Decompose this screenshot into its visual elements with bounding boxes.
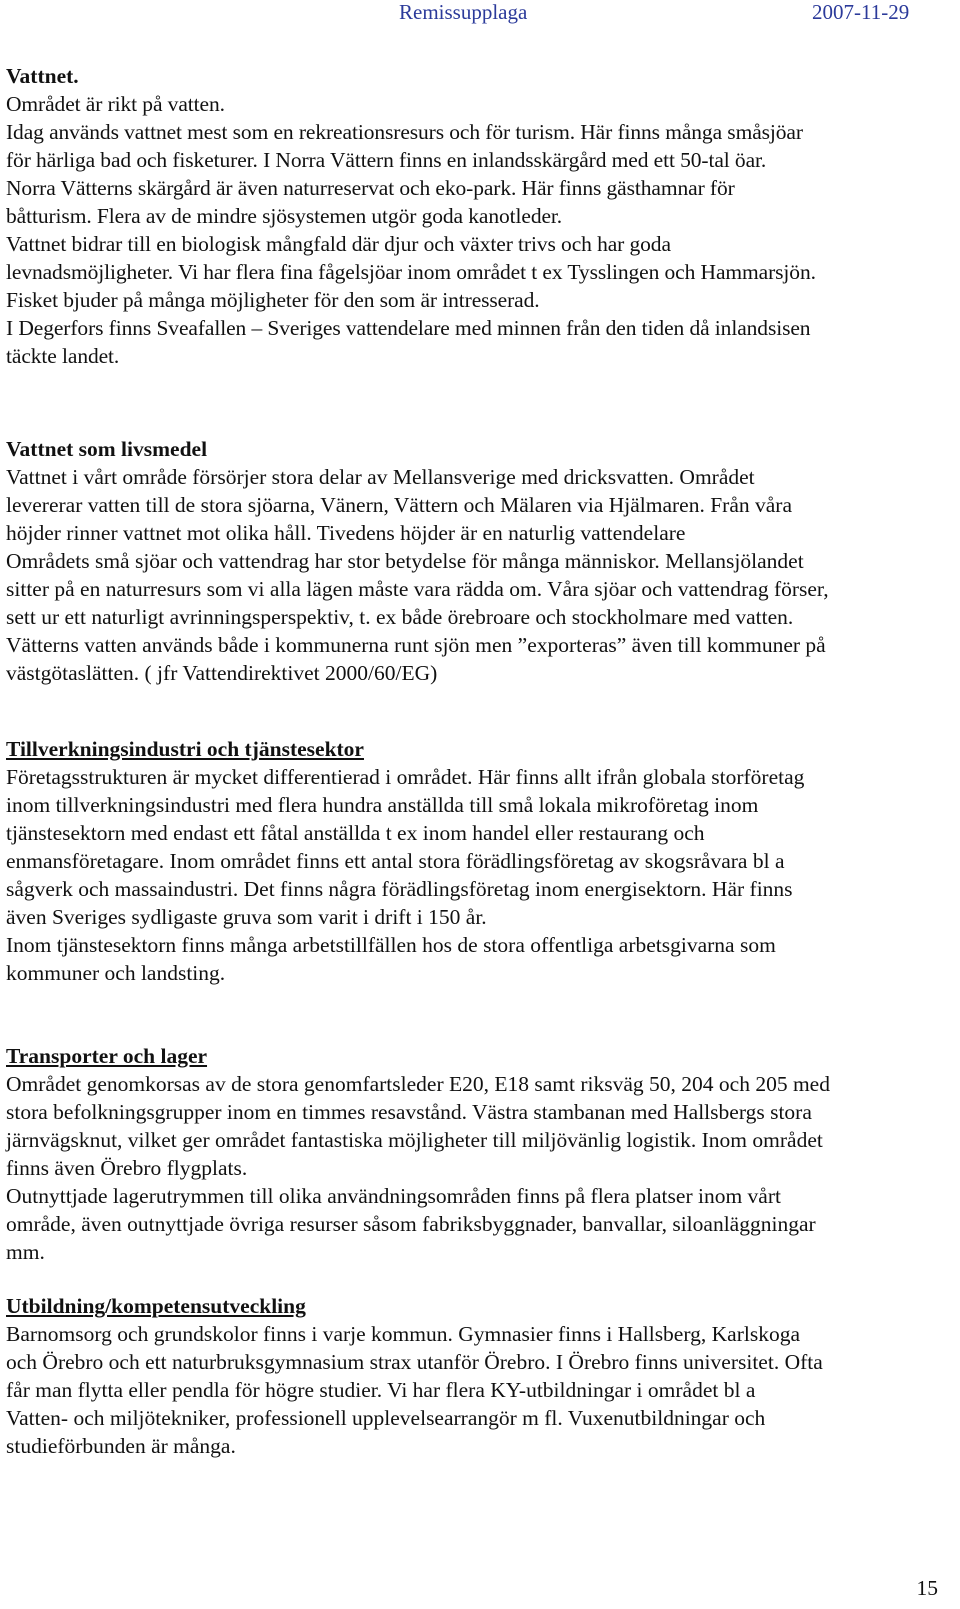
text-line: Vatten- och miljötekniker, professionell upplevelsearrangör m fl. Vuxenutbildningar och — [6, 1406, 766, 1430]
text-line: sett ur ett naturligt avrinningsperspektiv, t. ex både örebroare och stockholmare med vatten. — [6, 605, 794, 629]
section-body — [6, 463, 954, 687]
section-title: Utbildning/kompetensutveckling — [6, 1294, 306, 1318]
text-line: enmansföretagare. Inom området finns ett antal stora förädlingsföretag av skogsråvara bl a — [6, 849, 785, 873]
text-line: levererar vatten till de stora sjöarna, Vänern, Vättern och Mälaren via Hjälmaren. Från våra — [6, 493, 793, 517]
text-line: sågverk och massaindustri. Det finns några förädlingsföretag inom energisektorn. Här finns — [6, 877, 793, 901]
section-body — [6, 763, 954, 987]
text-line: Vattnet bidrar till en biologisk mångfald där djur och växter trivs och har goda — [6, 232, 671, 256]
text-line: finns även Örebro flygplats. — [6, 1156, 248, 1180]
text-line: Idag används vattnet mest som en rekreationsresurs och för turism. Här finns många småsjöar — [6, 120, 803, 144]
text-line: Norra Vätterns skärgård är även naturreservat och eko-park. Här finns gästhamnar för — [6, 176, 735, 200]
text-line: Vattnet i vårt område försörjer stora delar av Mellansverige med dricksvatten. Området — [6, 465, 755, 489]
text-line: tjänstesektorn med endast ett fåtal anställda t ex inom handel eller restaurang och — [6, 821, 705, 845]
text-line: Områdets små sjöar och vattendrag har stor betydelse för många människor. Mellansjölandet — [6, 549, 804, 573]
text-line: båtturism. Flera av de mindre sjösystemen utgör goda kanotleder. — [6, 204, 563, 228]
text-line: inom tillverkningsindustri med flera hundra anställda till små lokala mikroföretag inom — [6, 793, 759, 817]
text-line: studieförbunden är många. — [6, 1434, 236, 1458]
section-utbildning — [6, 1292, 954, 1460]
text-line: Barnomsorg och grundskolor finns i varje kommun. Gymnasier finns i Hallsberg, Karlskoga — [6, 1322, 800, 1346]
text-line: Vätterns vatten används både i kommunerna runt sjön men ”exporteras” även till kommuner på — [6, 633, 826, 657]
section-tillverkningsindustri — [6, 735, 954, 987]
section-body — [6, 1070, 954, 1266]
section-body — [6, 1320, 954, 1460]
text-line: Området genomkorsas av de stora genomfartsleder E20, E18 samt riksväg 50, 204 och 205 med — [6, 1072, 830, 1096]
header-label: Remissupplaga — [399, 0, 528, 24]
section-title: Vattnet. — [6, 64, 79, 88]
text-line: kommuner och landsting. — [6, 961, 226, 985]
text-line: sitter på en naturresurs som vi alla lägen måste vara rädda om. Våra sjöar och vattendrag förser, — [6, 577, 829, 601]
text-line: västgötaslätten. ( jfr Vattendirektivet 2000/60/EG) — [6, 661, 438, 685]
text-line: täckte landet. — [6, 344, 120, 368]
text-line: för härliga bad och fisketurer. I Norra Vättern finns en inlandsskärgård med ett 50-tal öar. — [6, 148, 767, 172]
text-line: Fisket bjuder på många möjligheter för den som är intresserad. — [6, 288, 540, 312]
text-line: och Örebro och ett naturbruksgymnasium strax utanför Örebro. I Örebro finns universitet. Ofta — [6, 1350, 823, 1374]
section-body — [6, 90, 954, 370]
section-transporter-och-lager — [6, 1042, 954, 1266]
header-date: 2007-11-29 — [812, 0, 910, 24]
text-line: Området är rikt på vatten. — [6, 92, 225, 116]
text-line: mm. — [6, 1240, 45, 1264]
page-header — [0, 0, 960, 30]
section-vattnet-som-livsmedel — [6, 435, 954, 687]
text-line: stora befolkningsgrupper inom en timmes resavstånd. Västra stambanan med Hallsbergs stora — [6, 1100, 812, 1124]
text-line: Outnyttjade lagerutrymmen till olika användningsområden finns på flera platser inom vårt — [6, 1184, 781, 1208]
text-line: järnvägsknut, vilket ger området fantastiska möjligheter till miljövänlig logistik. Inom området — [6, 1128, 823, 1152]
section-title: Vattnet som livsmedel — [6, 437, 208, 461]
section-vattnet — [6, 62, 954, 370]
text-line: I Degerfors finns Sveafallen – Sveriges vattendelare med minnen från den tiden då inlandsisen — [6, 316, 811, 340]
text-line: får man flytta eller pendla för högre studier. Vi har flera KY-utbildningar i området bl a — [6, 1378, 756, 1402]
section-title: Transporter och lager — [6, 1044, 208, 1068]
text-line: även Sveriges sydligaste gruva som varit i drift i 150 år. — [6, 905, 487, 929]
text-line: Företagsstrukturen är mycket differentierad i området. Här finns allt ifrån globala storföretag — [6, 765, 805, 789]
text-line: Inom tjänstesektorn finns många arbetstillfällen hos de stora offentliga arbetsgivarna som — [6, 933, 776, 957]
text-line: område, även outnyttjade övriga resurser såsom fabriksbyggnader, banvallar, siloanläggningar — [6, 1212, 816, 1236]
section-title: Tillverkningsindustri och tjänstesektor — [6, 737, 364, 761]
text-line: höjder rinner vattnet mot olika håll. Tivedens höjder är en naturlig vattendelare — [6, 521, 686, 545]
text-line: levnadsmöjligheter. Vi har flera fina fågelsjöar inom området t ex Tysslingen och Hammarsjön. — [6, 260, 816, 284]
page-number: 15 — [916, 1576, 938, 1600]
